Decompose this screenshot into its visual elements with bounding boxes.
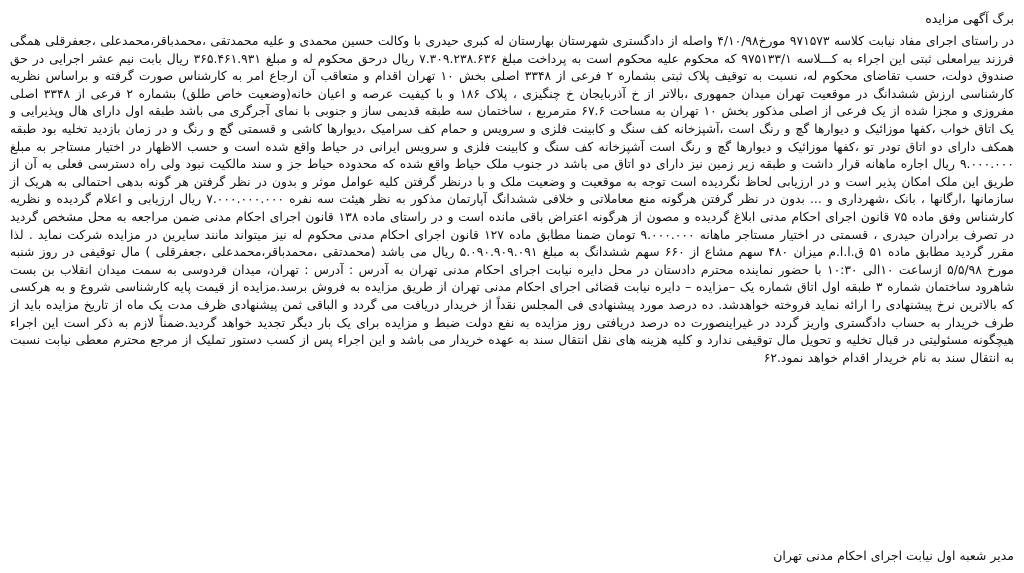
notice-title: برگ آگهی مزایده — [925, 11, 1014, 26]
notice-signature: مدیر شعبه اول نیابت اجرای احکام مدنی تهران — [773, 548, 1014, 563]
notice-body: در راستای اجرای مفاد نیابت کلاسه ۹۷۱۵۷۳ مورخ۴/۱۰/۹۸ واصله از دادگستری شهرستان بهارستان له کبری حیدری با وکالت حسین محمدی و علیه محمدتقی ،محمدباقر،محمدعلی ،جعفرقلی همگی فرزند بیرامعلی ثبتی این اجراء به کـــلاسه ۹۷۵۱۳۳/۱ که محکوم علیه محکوم است به پرداخت مبلغ ۷.۳۰۹.۲۳۸.۶۳۶ ریال درحق محکوم له و مبلغ ۳۶۵.۴۶۱.۹۳۱ ریال بابت نیم عشر اجرایی در حق صندوق دولت، حسب تقاضای محکوم له، نسبت به توقیف پلاک ثبتی بشماره ۲ فرعی از ۳۳۴۸ اصلی بخش ۱۰ تهران اقدام و متعاقب آن ارجاع امر به کارشناس صورت گرفته و براساس نظریه کارشناسی ارزش ششدانگ در موقعیت تهران میدان جمهوری ،بالاتر از خ آذربایجان خ چنگیزی ، پلاک ۱۸۶ و با کیفیت عرصه و اعیان خانه(وضعیت خاص طلق) بشماره ۲ فرعی از ۳۳۴۸ اصلی مفروزی و مجزا شده از یک فرعی از اصلی مذکور بخش ۱۰ تهران به مساحت ۶۷.۶ مترمربع ، ساختمان سه طبقه قدیمی ساز و جنوبی با نمای آجرگری می باشد طبقه اول دارای هال وپذیرایی و یک اتاق خواب ،کفها موزائیک و دیوارها گچ و رنگ است ،آشپزخانه کف سنگ و کابینت فلزی و سرویس و حمام کف سرامیک ،دیوارها کاشی و قسمتی گچ و رنگ و در زمان بازدید تخلیه بود طبقه همکف دارای دو اتاق تودر تو ،کفها موزائیک و دیوارها گچ و رنگ است آشپزخانه کف سنگ و کابینت فلزی و سرویس ایرانی در حیاط واقع شده است و حسب الاظهار در اختیار مستاجر به مبلغ ۹.۰۰۰.۰۰۰ ریال اجاره ماهانه قرار داشت و طبقه زیر زمین نیز دارای دو اتاق می باشد در جنوب ملک حیاط واقع شده که محدوده حیاط جز و سند مالکیت نبود ولی راه دسترسی فعلی به آن از طریق این ملک امکان پذیر است و در ارزیابی لحاظ نگردیده است توجه به موقعیت و وضعیت ملک و با درنظر گرفتن کلیه عوامل موثر و بدون در نظر گرفتن هر گونه بدهی احتمالی به هریک از سازمانها ،ارگانها ، بانک ،شهرداری و ... بدون در نظر گرفتن هرگونه منع معاملاتی و خلافی ششدانگ آپارتمان مذکور به نظر هیئت سه نفره ۷.۰۰۰.۰۰۰.۰۰۰ ریال ارزیابی و اعلام گردیده و نظریه کارشناس وفق ماده ۷۵ قانون اجرای احکام مدنی ابلاغ گردیده و مصون از هرگونه اعتراض باقی مانده است و در راستای ماده ۱۳۸ قانون اجرای احکام مدنی ضمن مراجعه به محل مشخص گردید در تصرف برادران حیدری ، قسمتی در اختیار مستاجر ماهانه ۹.۰۰۰.۰۰۰ تومان ضمنا مطابق ماده ۱۲۷ قانون اجرای احکام مدنی محکوم له نیز میتواند مانند سایرین در مزایده شرکت نماید . لذا مقرر گردید مطابق ماده ۵۱ ق.ا.ا.م میزان ۴۸۰ سهم مشاع از ۶۶۰ سهم ششدانگ به مبلغ ۵.۰۹۰.۹۰۹.۰۹۱ ریال می باشد (محمدتقی ،محمدباقر،محمدعلی ،جعفرقلی ) مال توقیفی در روز شنبه مورخ ۵/۵/۹۸ ازساعت ۱۰الی ۱۰:۳۰ با حضور نماینده محترم دادستان در محل دایره نیابت اجرای احکام مدنی تهران به آدرس : آدرس : تهران، میدان فردوسی به سمت میدان انقلاب بن بست شاهرود ساختمان شماره ۳ طبقه اول اتاق شماره یک –مزایده – دایره نیابت قضائی اجرای احکام مدنی تهران از طریق مزایده به فروش برسد.مزایده از قیمت پایه کارشناسی شروع و به هرکسی که بالاترین نرخ پیشنهادی را ارائه نماید فروخته خواهدشد. ده درصد مورد پیشنهادی فی المجلس نقداً از خریدار دریافت می گردد و الباقی ثمن پیشنهادی ظرف مدت یک ماه از تاریخ مزایده باید از طرف خریدار به حساب دادگستری واریز گردد در غیراینصورت ده درصد دریافتی روز مزایده به نفع دولت ضبط و مزایده برای یک بار دیگر تجدید خواهد گردید.ضمناً لازم به ذکر است این اجراء هیچگونه مسئولیتی در قبال تخلیه و تحویل مال توقیفی ندارد و کلیه هزینه های نقل انتقال سند به عهده خریدار می باشد و این اجراء پس از کسب دستور تملیک از مرجع محترم معطی نیابت نسبت به انتقال سند به نام خریدار اقدام خواهد نمود.۶۲ — [10, 34, 1015, 365]
